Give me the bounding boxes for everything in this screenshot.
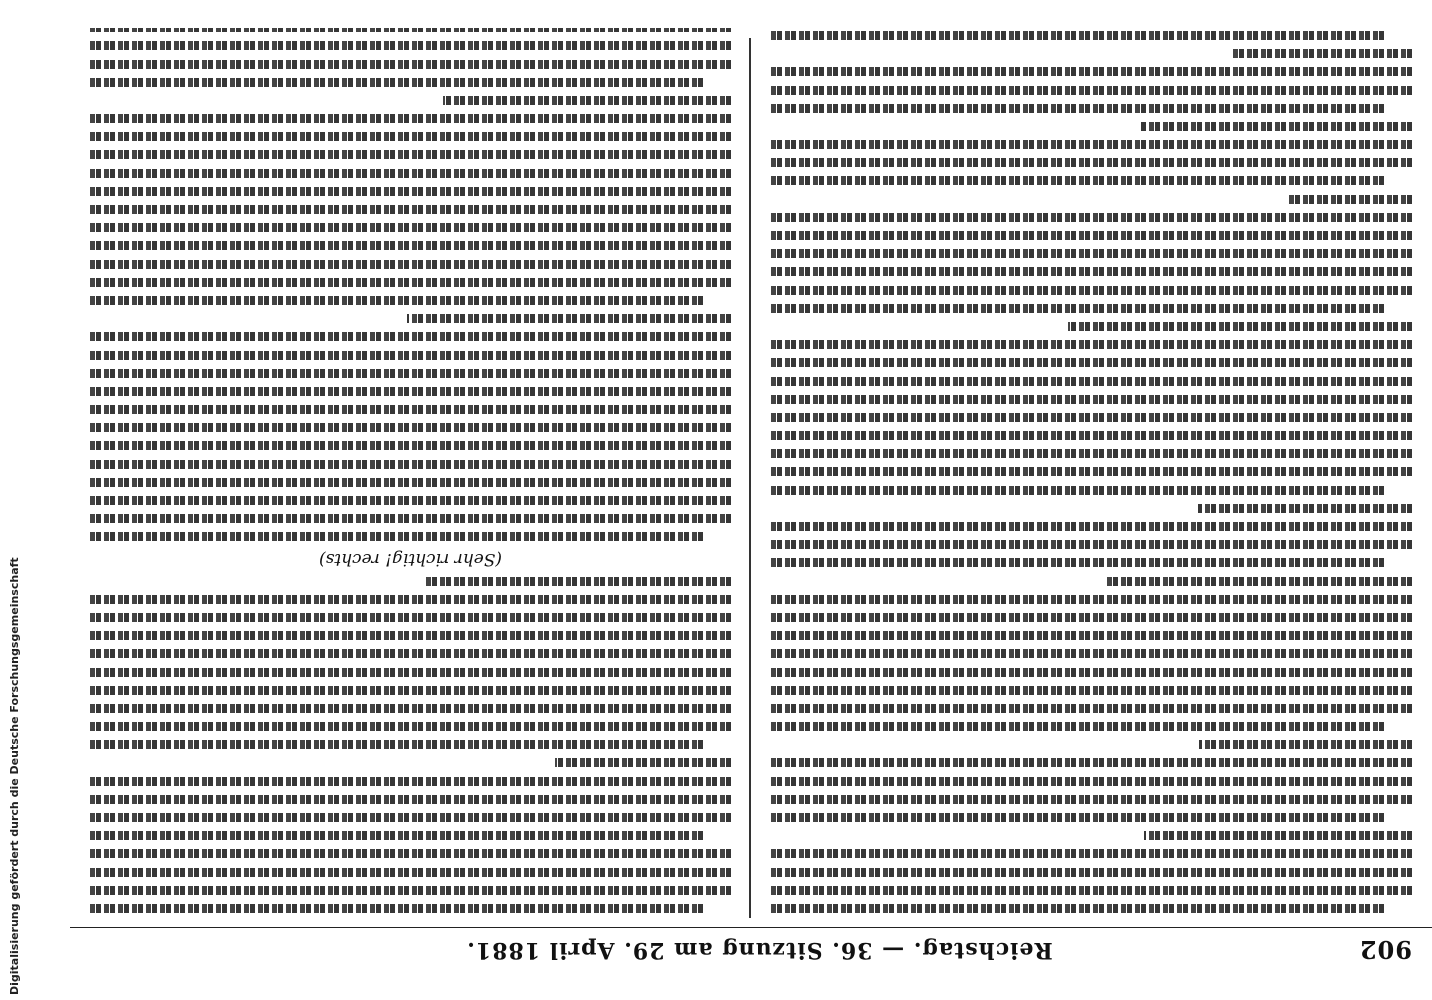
print-line — [90, 442, 731, 451]
print-line — [90, 423, 731, 432]
print-line — [771, 722, 1384, 731]
print-line — [90, 460, 731, 469]
text-line — [771, 736, 1412, 754]
print-line — [90, 886, 731, 895]
print-line — [771, 649, 1412, 658]
text-line — [771, 445, 1412, 463]
text-line — [90, 474, 731, 492]
text-line — [771, 845, 1412, 863]
text-line — [90, 437, 731, 455]
text-line — [771, 718, 1412, 736]
text-line — [771, 45, 1412, 63]
text-line — [90, 456, 731, 474]
print-line — [90, 260, 731, 269]
print-line — [443, 96, 731, 105]
print-line — [90, 649, 731, 658]
text-line — [90, 219, 731, 237]
print-line — [771, 158, 1412, 167]
print-line — [90, 41, 731, 50]
print-line — [90, 722, 731, 731]
print-line — [90, 595, 731, 604]
text-line — [90, 528, 731, 546]
running-head — [70, 927, 1432, 972]
text-line — [90, 419, 731, 437]
scanned-sheet — [70, 28, 1432, 972]
text-line — [771, 882, 1412, 900]
text-line — [90, 809, 731, 827]
text-line — [90, 310, 731, 328]
text-line — [90, 365, 731, 383]
print-line — [771, 595, 1412, 604]
print-line — [771, 213, 1412, 222]
text-line — [90, 201, 731, 219]
print-line — [1289, 195, 1412, 204]
print-line — [90, 114, 731, 123]
text-line — [771, 209, 1412, 227]
digitization-credit — [4, 557, 22, 995]
text-line — [771, 591, 1412, 609]
text-line — [90, 274, 731, 292]
print-line — [771, 431, 1412, 440]
text-line — [90, 28, 731, 37]
print-line — [1106, 577, 1412, 586]
print-line — [90, 831, 703, 840]
text-line — [771, 354, 1412, 372]
text-line — [771, 336, 1412, 354]
print-line — [771, 104, 1384, 113]
print-line — [90, 613, 731, 622]
text-line — [771, 663, 1412, 681]
print-line — [771, 886, 1412, 895]
print-line — [771, 377, 1412, 386]
text-line — [771, 154, 1412, 172]
print-line — [771, 140, 1412, 149]
text-line — [771, 463, 1412, 481]
text-line — [90, 591, 731, 609]
text-line — [90, 110, 731, 128]
print-line — [1141, 122, 1412, 131]
text-line — [771, 300, 1412, 318]
text-line — [771, 191, 1412, 209]
print-line — [771, 813, 1384, 822]
print-line — [425, 577, 731, 586]
text-line — [771, 809, 1412, 827]
interjection: (Sehr richtig! rechts) — [318, 549, 503, 570]
print-line — [771, 340, 1412, 349]
print-line — [1233, 49, 1412, 58]
print-line — [771, 249, 1412, 258]
print-line — [1144, 831, 1412, 840]
print-line — [1199, 740, 1412, 749]
print-line — [90, 151, 731, 160]
text-line — [90, 183, 731, 201]
print-line — [90, 387, 731, 396]
print-line — [90, 849, 731, 858]
text-line — [90, 754, 731, 772]
text-line — [771, 318, 1412, 336]
text-line — [771, 645, 1412, 663]
text-line — [90, 609, 731, 627]
text-line — [771, 227, 1412, 245]
text-line — [90, 645, 731, 663]
print-line — [771, 486, 1384, 495]
print-line — [771, 267, 1412, 276]
text-line — [771, 518, 1412, 536]
text-line — [771, 500, 1412, 518]
text-line — [90, 328, 731, 346]
text-line — [771, 900, 1412, 918]
text-line — [90, 627, 731, 645]
print-line — [90, 241, 731, 250]
text-line — [90, 845, 731, 863]
text-line — [90, 492, 731, 510]
text-line — [771, 263, 1412, 281]
text-line — [90, 736, 731, 754]
print-line — [771, 449, 1412, 458]
print-line — [90, 351, 731, 360]
print-line — [771, 67, 1412, 76]
print-line — [90, 28, 731, 32]
text-line — [771, 281, 1412, 299]
text-line — [771, 118, 1412, 136]
print-line — [771, 86, 1412, 95]
text-line — [90, 146, 731, 164]
print-line — [90, 496, 731, 505]
print-line — [1068, 322, 1412, 331]
text-line — [90, 165, 731, 183]
print-line — [90, 278, 731, 287]
print-line — [555, 759, 731, 768]
text-line — [90, 863, 731, 881]
text-line — [771, 136, 1412, 154]
text-line — [90, 74, 731, 92]
print-line — [771, 631, 1412, 640]
text-line — [90, 37, 731, 55]
print-line — [771, 777, 1412, 786]
text-line — [90, 900, 731, 918]
text-line — [771, 372, 1412, 390]
print-line — [90, 795, 731, 804]
text-line — [90, 510, 731, 528]
text-line — [90, 773, 731, 791]
text-line — [771, 409, 1412, 427]
text-line — [771, 81, 1412, 99]
text-line — [90, 882, 731, 900]
print-line — [771, 395, 1412, 404]
print-line — [90, 223, 731, 232]
session-title: Reichstag. — 36. Sitzung am 29. April 1881. — [466, 937, 1053, 963]
print-line — [771, 468, 1412, 477]
credit-text: Digitalisierung gefördert durch die Deutsche Forschungsgemeinschaft — [8, 557, 21, 995]
text-line — [771, 609, 1412, 627]
text-line — [90, 237, 731, 255]
text-line — [771, 863, 1412, 881]
text-line — [771, 482, 1412, 500]
print-line — [90, 169, 731, 178]
print-line — [771, 613, 1412, 622]
text-line — [771, 791, 1412, 809]
text-columns — [90, 28, 1412, 918]
text-line — [90, 292, 731, 310]
print-line — [1198, 504, 1412, 513]
print-line — [771, 177, 1384, 186]
text-line — [771, 172, 1412, 190]
print-line — [771, 795, 1412, 804]
print-line — [90, 369, 731, 378]
print-line — [771, 413, 1412, 422]
right-text-column — [90, 28, 731, 918]
print-line — [771, 286, 1412, 295]
print-line — [771, 304, 1384, 313]
text-line — [771, 754, 1412, 772]
print-line — [771, 358, 1412, 367]
text-line — [771, 427, 1412, 445]
text-line — [90, 92, 731, 110]
print-line — [90, 132, 731, 141]
text-line — [90, 346, 731, 364]
print-line — [771, 759, 1412, 768]
text-line — [771, 627, 1412, 645]
text-line — [90, 700, 731, 718]
print-line — [771, 31, 1384, 40]
text-line — [771, 572, 1412, 590]
text-line — [90, 682, 731, 700]
print-line — [90, 205, 731, 214]
text-line — [90, 663, 731, 681]
print-line — [90, 631, 731, 640]
text-line — [90, 128, 731, 146]
text-line — [90, 401, 731, 419]
text-line — [771, 700, 1412, 718]
print-line — [90, 296, 703, 305]
print-line — [90, 704, 731, 713]
text-line — [90, 255, 731, 273]
print-line — [771, 231, 1412, 240]
print-line — [90, 813, 731, 822]
print-line — [90, 686, 731, 695]
print-line — [771, 868, 1412, 877]
print-line — [771, 849, 1412, 858]
text-line — [771, 100, 1412, 118]
text-line — [771, 827, 1412, 845]
print-line — [90, 668, 731, 677]
print-line — [90, 478, 731, 487]
text-line — [90, 383, 731, 401]
print-line — [90, 332, 731, 341]
text-line — [90, 791, 731, 809]
print-line — [90, 532, 703, 541]
text-line — [90, 827, 731, 845]
print-line — [90, 777, 731, 786]
text-line — [90, 572, 731, 590]
text-line — [771, 536, 1412, 554]
print-line — [90, 904, 703, 913]
print-line — [771, 540, 1412, 549]
print-line — [771, 904, 1384, 913]
print-line — [90, 405, 731, 414]
text-line — [90, 718, 731, 736]
print-line — [90, 187, 731, 196]
text-line — [771, 773, 1412, 791]
text-line — [771, 391, 1412, 409]
left-text-column — [771, 28, 1412, 918]
text-line — [771, 28, 1412, 45]
print-line — [771, 668, 1412, 677]
text-line — [771, 245, 1412, 263]
print-line — [771, 686, 1412, 695]
print-line — [90, 60, 731, 69]
print-line — [771, 522, 1412, 531]
text-line — [771, 682, 1412, 700]
print-line — [90, 514, 731, 523]
page-number: 902 — [1358, 935, 1412, 965]
print-line — [771, 558, 1384, 567]
print-line — [90, 78, 703, 87]
text-line — [771, 554, 1412, 572]
text-line — [90, 55, 731, 73]
text-line — [771, 63, 1412, 81]
print-line — [407, 314, 731, 323]
print-line — [90, 740, 703, 749]
print-line — [771, 704, 1412, 713]
print-line — [90, 868, 731, 877]
